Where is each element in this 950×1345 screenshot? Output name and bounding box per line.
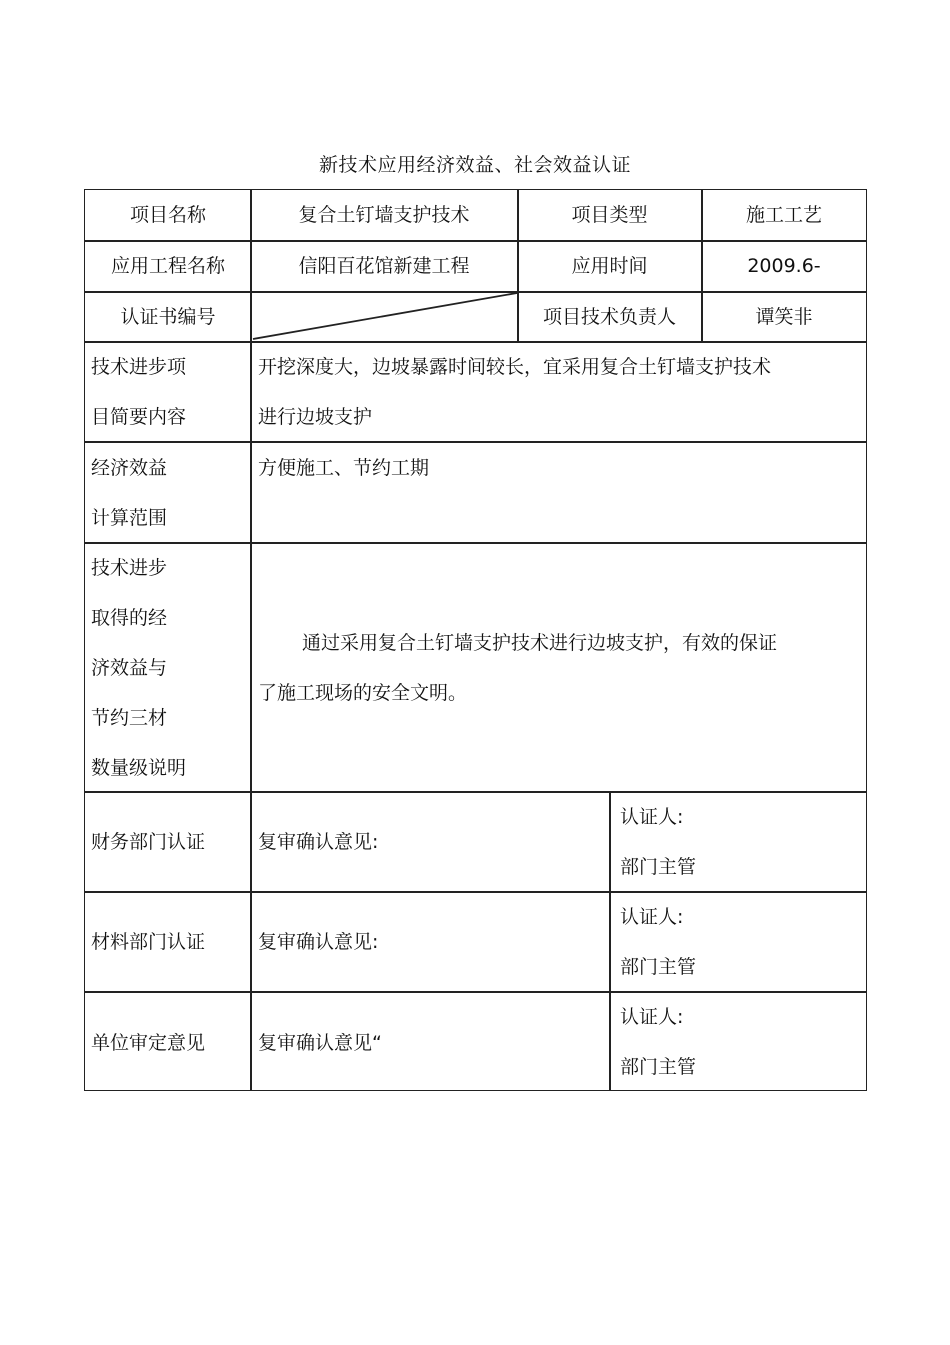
unit-approval-label: 单位审定意见: [91, 1032, 206, 1054]
materials-approval-label: 材料部门认证: [91, 931, 206, 953]
certification-form: [84, 189, 867, 1091]
unit-approval-signatures: [611, 992, 866, 1092]
materials-approval-signatures: [611, 892, 866, 992]
content-line: 进行边坡支护: [258, 406, 373, 428]
content-line: 了施工现场的安全文明。: [258, 682, 468, 704]
application-project-label: 应用工程名称: [110, 255, 225, 277]
benefits-content: [252, 618, 866, 718]
supervisor-label: 部门主管: [620, 956, 697, 978]
project-name-value: 复合土钉墙支护技术: [298, 204, 470, 226]
project-name-label: 项目名称: [129, 204, 206, 226]
economic-scope-content: 方便施工、节约工期: [258, 457, 430, 479]
certificate-number-label: 认证书编号: [120, 306, 216, 328]
application-time-value: 2009.6-: [747, 255, 821, 277]
tech-lead-label: 项目技术负责人: [542, 306, 676, 328]
label-line: 技术进步: [91, 557, 168, 579]
unit-approval-opinion: 复审确认意见“: [258, 1032, 382, 1054]
label-line: 节约三材: [91, 707, 168, 729]
label-line: 数量级说明: [91, 757, 187, 779]
certifier-label: 认证人:: [620, 1006, 684, 1028]
certifier-label: 认证人:: [620, 906, 684, 928]
supervisor-label: 部门主管: [620, 1056, 697, 1078]
benefits-label: [85, 543, 251, 791]
content-line: 通过采用复合土钉墙支护技术进行边坡支护，有效的保证: [302, 632, 778, 654]
label-line: 目简要内容: [91, 406, 187, 428]
project-type-label: 项目类型: [571, 204, 648, 226]
application-project-value: 信阳百花馆新建工程: [298, 255, 470, 277]
document-title: 新技术应用经济效益、社会效益认证: [318, 154, 631, 176]
supervisor-label: 部门主管: [620, 856, 697, 878]
materials-approval-opinion: 复审确认意见:: [258, 931, 379, 953]
label-line: 技术进步项: [91, 356, 187, 378]
finance-approval-label: 财务部门认证: [91, 831, 206, 853]
project-type-value: 施工工艺: [745, 204, 822, 226]
certifier-label: 认证人:: [620, 806, 684, 828]
finance-approval-signatures: [611, 792, 866, 892]
content-line: 开挖深度大，边坡暴露时间较长，宜采用复合土钉墙支护技术: [258, 356, 772, 378]
label-line: 计算范围: [91, 507, 168, 529]
label-line: 经济效益: [91, 457, 168, 479]
label-line: 济效益与: [91, 657, 168, 679]
tech-lead-value: 谭笑非: [755, 306, 813, 328]
finance-approval-opinion: 复审确认意见:: [258, 831, 379, 853]
tech-progress-content: [252, 342, 866, 442]
diagonal-strike-line: [251, 291, 518, 342]
tech-progress-label: [85, 342, 251, 442]
application-time-label: 应用时间: [571, 255, 648, 277]
economic-scope-label: [85, 443, 251, 543]
label-line: 取得的经: [91, 607, 168, 629]
